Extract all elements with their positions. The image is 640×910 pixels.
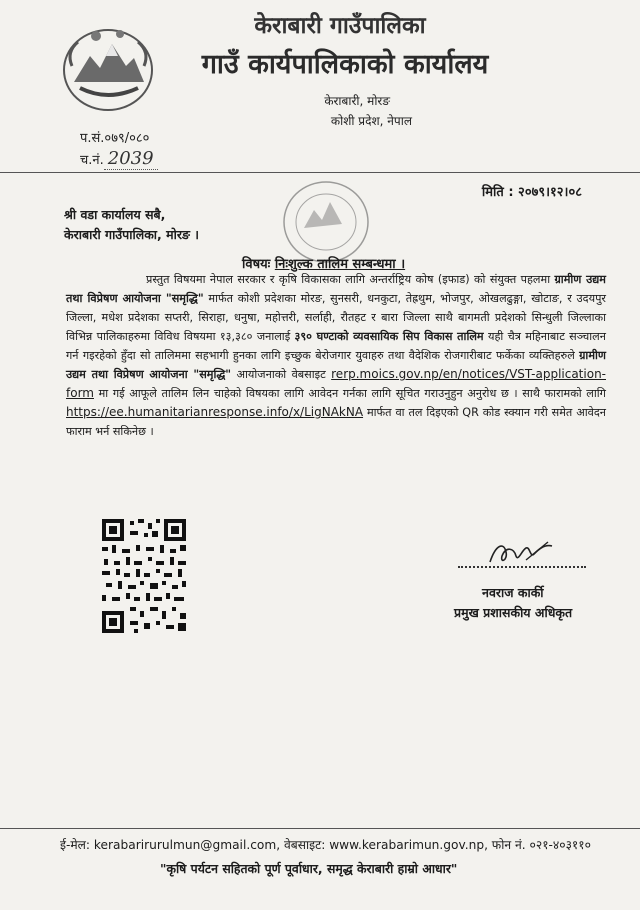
website-link[interactable]: rerp.moics.gov.np/en/notices/VST-application-form [66, 367, 606, 400]
form-link[interactable]: https://ee.humanitarianresponse.info/x/LigNAkNA [66, 405, 364, 419]
cn-number [80, 148, 158, 169]
letter-body [66, 270, 606, 441]
signature-line [458, 566, 586, 568]
cn-label: च.नं. [80, 153, 104, 168]
signatory-title: प्रमुख प्रशासकीय अधिकृत [454, 605, 573, 620]
recipient-line-2: केराबारी गाउँपालिका, मोरङ । [64, 227, 200, 242]
footer-slogan: "कृषि पर्यटन सहितको पूर्ण पूर्वाधार, समृद्ध केराबारी हाम्रो आधार" [160, 861, 458, 876]
cn-value: 2039 [104, 148, 158, 170]
body-text-1: प्रस्तुत विषयमा नेपाल सरकार र कृषि विकासका लागि अन्तर्राष्ट्रिय कोष (इफाड) को संयुक्त पहलमा [146, 273, 551, 286]
subject-text: निःशुल्क तालिम सम्बन्धमा । [274, 257, 406, 272]
signatory-name: नवराज कार्की [482, 585, 544, 600]
body-bold-2: ३९० घण्टाको व्यवसायिक सिप विकास तालिम [294, 330, 484, 343]
footer-divider [0, 828, 640, 829]
address-line-1: केराबारी, मोरङ [324, 94, 390, 108]
body-text-5: मा गई आफूले तालिम लिन चाहेको विषयका लागि आवेदन गर्नका लागि सूचित गराउनुहुन अनुरोध छ । साथै फारामको लागि [98, 387, 606, 400]
body-bold-1: ग्रामीण उद्यम तथा विप्रेषण आयोजना "समृद्धि" [66, 273, 606, 305]
office-stamp-icon [280, 178, 372, 266]
office-name: गाउँ कार्यपालिकाको कार्यालय [201, 49, 489, 80]
body-text-4: आयोजनाको वेबसाइट [236, 368, 326, 381]
body-text-3: यही चैत्र महिनाबाट सञ्चालन गर्न गइरहेको हुँदा सो तालिममा सहभागी हुनका लागि इच्छुक बेरोजगार युवाहरु तथा वैदेशिक रोजगारीबाट फर्केका व्यक्तिहरुले [66, 330, 606, 362]
footer-contact: ई-मेल: kerabarirurulmun@gmail.com, वेबसाइट: www.kerabarimun.gov.np, फोन नं. ०२१-४०३११० [60, 838, 591, 852]
ps-number: प.सं.०७९/०८० [80, 131, 150, 146]
subject-label: विषयः [242, 257, 271, 272]
nepal-emblem-icon [60, 22, 156, 114]
header-divider [0, 172, 640, 173]
qr-code-icon [100, 517, 188, 635]
body-text-2: मार्फत कोशी प्रदेशका मोरङ, सुनसरी, धनकुटा, तेह्रथुम, भोजपुर, ओखलढुङ्गा, खोटाङ, र उदयपुर जिल्ला, मधेश प्रदेशका सप्तरी, सिराहा, धनुषा, महोत्तरी, सर्लाही, रौतहट र बारा जिल्ला साथै बागमती प्रदेशको सिन्धुली जिल्लाका विभिन्न पालिकाहरुमा विविध विषयमा १३,३८० जनालाई [66, 292, 607, 343]
letter-date: मिति : २०७९।१२।०८ [481, 185, 582, 200]
municipality-name: केराबारी गाउँपालिका [254, 13, 426, 39]
body-bold-3: ग्रामीण उद्यम तथा विप्रेषण आयोजना "समृद्धि" [66, 349, 606, 381]
body-text-6: मार्फत वा तल दिइएको QR कोड स्क्यान गरी समेत आवेदन फाराम भर्न सकिनेछ । [66, 406, 607, 438]
body-paragraph [66, 270, 606, 441]
recipient-line-1: श्री वडा कार्यालय सबै, [64, 207, 166, 222]
address-line-2: कोशी प्रदेश, नेपाल [330, 114, 412, 128]
signature-icon [486, 538, 558, 568]
